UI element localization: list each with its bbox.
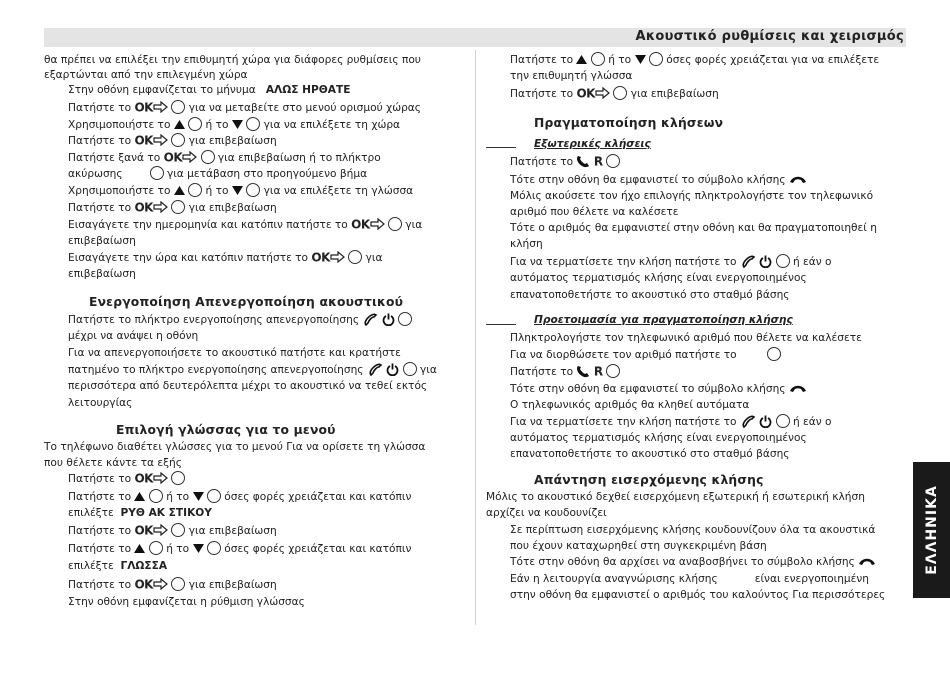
- circle-button-icon: [388, 217, 402, 231]
- circle-button-icon: [246, 117, 260, 131]
- text-line: που θέλετε κάντε τα εξής: [44, 457, 182, 469]
- text-line: Στην οθόνη εμφανίζεται το μήνυμα ΑΛΩΣ ΗΡΘΑΤΕ: [68, 84, 351, 96]
- circle-button-icon: [188, 183, 202, 197]
- text-line: Σε περίπτωση εισερχόμενης κλήσης κουδουνίζουν όλα τα ακουστικά: [510, 524, 876, 536]
- ok-arrow-icon: [153, 524, 168, 536]
- circle-button-icon: [201, 150, 215, 164]
- ok-key-label: OK: [134, 577, 153, 592]
- text-line: μέχρι να ανάψει η οθόνη: [68, 330, 199, 342]
- instruction-line: Πατήστε το OK: [68, 472, 185, 486]
- circle-button-icon: [207, 489, 221, 503]
- instruction-line: Τότε στην οθόνη θα αρχίσει να αναβοσβήνει το σύμβολο κλήσης: [510, 556, 876, 569]
- down-triangle-icon: [635, 55, 646, 64]
- section-heading: Επιλογή γλώσσας για το μενού: [116, 423, 336, 437]
- circle-button-icon: [649, 52, 663, 66]
- text-line: που έχουν καταχωρηθεί στη συγκεκριμένη βάση: [510, 540, 767, 552]
- language-tab-label: ΕΛΛΗΝΙΚΑ: [923, 485, 940, 575]
- down-triangle-icon: [193, 544, 204, 553]
- circle-button-icon: [171, 577, 185, 591]
- text-line: κλήση: [510, 238, 543, 250]
- phone-handset-icon: [789, 174, 807, 184]
- up-triangle-icon: [174, 120, 185, 129]
- ok-arrow-icon: [330, 251, 345, 263]
- phone-handset-icon: [362, 313, 378, 326]
- circle-button-icon: [403, 362, 417, 376]
- ok-arrow-icon: [595, 87, 610, 99]
- circle-button-icon: [171, 200, 185, 214]
- circle-button-icon: [171, 471, 185, 485]
- menu-option: ΡΥΘ ΑΚ ΣΤΙΚΟΥ: [120, 507, 212, 519]
- down-triangle-icon: [232, 120, 243, 129]
- power-icon: [759, 415, 772, 428]
- phone-handset-icon: [740, 415, 756, 428]
- text-line: στην οθόνη θα εμφανιστεί ο αριθμός του καλούντος Για περισσότερες: [510, 589, 886, 601]
- phone-handset-icon: [858, 556, 876, 566]
- phone-handset-icon: [740, 255, 756, 268]
- section-heading: Απάντηση εισερχόμενης κλήσης: [534, 473, 764, 487]
- instruction-line: Για να τερματίσετε την κλήση πατήστε το ή εάν ο: [510, 416, 832, 428]
- instruction-line: Πατήστε το OK για επιβεβαίωση: [68, 523, 277, 538]
- circle-button-icon: [188, 117, 202, 131]
- up-triangle-icon: [134, 492, 145, 501]
- text-line: την επιθυμητή γλώσσα: [510, 70, 633, 82]
- instruction-line: επιλέξτε ΓΛΩΣΣΑ: [68, 560, 168, 572]
- instruction-line: Για να τερματίσετε την κλήση πατήστε το ή εάν ο: [510, 256, 832, 268]
- up-triangle-icon: [576, 55, 587, 64]
- welcome-message: ΑΛΩΣ ΗΡΘΑΤΕ: [265, 84, 351, 96]
- text-line: επανατοποθετήστε το ακουστικό στο σταθμό βάσης: [510, 448, 790, 460]
- text-line: Μόλις ακούσετε τον ήχο επιλογής πληκτρολογήστε τον τηλεφωνικό: [510, 190, 874, 202]
- r-key-label: R: [593, 364, 603, 379]
- instruction-line: Πατήστε το R: [510, 155, 620, 169]
- down-triangle-icon: [232, 186, 243, 195]
- circle-button-icon: [606, 154, 620, 168]
- instruction-line: Για να διορθώσετε τον αριθμό πατήστε το: [510, 348, 781, 362]
- circle-button-icon: [776, 254, 790, 268]
- instruction-line: Εισαγάγετε την ημερομηνία και κατόπιν πατήστε το OK για: [68, 217, 423, 232]
- text-line: αρχίζει να κουδουνίζει: [486, 507, 607, 519]
- column-divider: [475, 50, 476, 625]
- text-line: λειτουργίας: [68, 397, 133, 409]
- down-triangle-icon: [193, 492, 204, 501]
- text-line: Τότε ο αριθμός θα εμφανιστεί στην οθόνη και θα πραγματοποιηθεί η: [510, 222, 877, 234]
- instruction-line: Πατήστε το πλήκτρο ενεργοποίησης απενεργοποίησης: [68, 313, 412, 327]
- instruction-line: ακύρωσης για μετάβαση στο προηγούμενο βήμα: [68, 168, 368, 180]
- ok-key-label: OK: [351, 217, 370, 232]
- ok-key-label: OK: [134, 100, 153, 115]
- circle-button-icon: [767, 347, 781, 361]
- phone-handset-icon: [789, 383, 807, 393]
- instruction-line: Πατήστε το OK για επιβεβαίωση: [68, 200, 277, 215]
- circle-button-icon: [171, 133, 185, 147]
- circle-button-icon: [150, 166, 164, 180]
- instruction-line: επιλέξτε ΡΥΘ ΑΚ ΣΤΙΚΟΥ: [68, 507, 212, 519]
- ok-arrow-icon: [153, 101, 168, 113]
- circle-button-icon: [591, 52, 605, 66]
- instruction-line: Πατήστε το ή το όσες φορές χρειάζεται και κατόπιν: [68, 491, 412, 503]
- instruction-line: Πατήστε το OK για να μεταβείτε στο μενού ορισμού χώρας: [68, 100, 422, 115]
- text-line: Μόλις το ακουστικό δεχθεί εισερχόμενη εξωτερική ή εσωτερική κλήση: [486, 491, 865, 503]
- text-line: Για να απενεργοποιήσετε το ακουστικό πατήστε και κρατήστε: [68, 347, 401, 359]
- ok-arrow-icon: [153, 578, 168, 590]
- instruction-line: Πατήστε το ή το όσες φορές χρειάζεται για να επιλέξετε: [510, 54, 880, 66]
- ok-key-label: OK: [134, 471, 153, 486]
- instruction-line: Πατήστε το R: [510, 365, 620, 379]
- circle-button-icon: [348, 250, 362, 264]
- instruction-line: πατημένο το πλήκτρο ενεργοποίησης απενεργοποίησης για: [68, 364, 437, 376]
- text-line: αριθμό που θέλετε να καλέσετε: [510, 206, 679, 218]
- subsection-heading: Προετοιμασία για πραγματοποίηση κλήσης: [534, 314, 793, 326]
- rule-line: [486, 147, 516, 148]
- ok-arrow-icon: [182, 151, 197, 163]
- instruction-line: Πατήστε το OK για επιβεβαίωση: [68, 133, 277, 148]
- page-title: Ακουστικό ρυθμίσεις και χειρισμός: [635, 29, 904, 44]
- text-line: αυτόματος τερματισμός κλήσης είναι ενεργοποιημένος: [510, 432, 807, 444]
- power-icon: [759, 255, 772, 268]
- language-tab: [913, 462, 950, 598]
- circle-button-icon: [613, 86, 627, 100]
- text-line: Πληκτρολογήστε τον τηλεφωνικό αριθμό που θέλετε να καλέσετε: [510, 332, 862, 344]
- rule-line: [486, 324, 516, 325]
- ok-arrow-icon: [153, 201, 168, 213]
- text-line: Ο τηλεφωνικός αριθμός θα κληθεί αυτόματα: [510, 399, 750, 411]
- talk-icon: [576, 365, 590, 378]
- up-triangle-icon: [174, 186, 185, 195]
- subsection-heading: Εξωτερικές κλήσεις: [534, 138, 651, 150]
- circle-button-icon: [149, 489, 163, 503]
- text-line: Το τηλέφωνο διαθέτει γλώσσες για το μενού Για να ορίσετε τη γλώσσα: [44, 441, 426, 453]
- instruction-line: Πατήστε ξανά το OK για επιβεβαίωση ή το πλήκτρο: [68, 150, 381, 165]
- section-heading: Πραγματοποίηση κλήσεων: [534, 116, 724, 130]
- circle-button-icon: [149, 541, 163, 555]
- ok-arrow-icon: [370, 218, 385, 230]
- section-heading: Ενεργοποίηση Απενεργοποίηση ακουστικού: [89, 295, 404, 309]
- text-line: θα πρέπει να επιλέξει την επιθυμητή χώρα για διάφορες ρυθμίσεις που: [44, 54, 421, 66]
- circle-button-icon: [171, 523, 185, 537]
- ok-key-label: OK: [134, 200, 153, 215]
- instruction-line: Χρησιμοποιήστε το ή το για να επιλέξετε τη χώρα: [68, 119, 401, 131]
- ok-key-label: OK: [134, 523, 153, 538]
- ok-key-label: OK: [134, 133, 153, 148]
- text-line: επανατοποθετήστε το ακουστικό στο σταθμό βάσης: [510, 289, 790, 301]
- r-key-label: R: [593, 154, 603, 169]
- text-line: επιβεβαίωση: [68, 235, 136, 247]
- up-triangle-icon: [134, 544, 145, 553]
- instruction-line: Εισαγάγετε την ώρα και κατόπιν πατήστε το OK για: [68, 250, 383, 265]
- ok-key-label: OK: [163, 150, 183, 165]
- text-line: περισσότερα από δευτερόλεπτα μέχρι το ακουστικό να τεθεί εκτός: [68, 380, 428, 392]
- instruction-line: Πατήστε το OK για επιβεβαίωση: [510, 86, 719, 101]
- circle-button-icon: [246, 183, 260, 197]
- text-line: επιβεβαίωση: [68, 268, 136, 280]
- ok-arrow-icon: [153, 472, 168, 484]
- instruction-line: Χρησιμοποιήστε το ή το για να επιλέξετε τη γλώσσα: [68, 185, 414, 197]
- power-icon: [382, 313, 395, 326]
- menu-option: ΓΛΩΣΣΑ: [120, 560, 168, 572]
- power-icon: [386, 363, 399, 376]
- ok-arrow-icon: [153, 134, 168, 146]
- phone-handset-icon: [367, 363, 383, 376]
- text-line: αυτόματος τερματισμός κλήσης είναι ενεργοποιημένος: [510, 272, 807, 284]
- instruction-line: Εάν η λειτουργία αναγνώρισης κλήσης είναι ενεργοποιημένη: [510, 573, 869, 585]
- text-line: Στην οθόνη εμφανίζεται η ρύθμιση γλώσσας: [68, 596, 305, 608]
- ok-key-label: OK: [576, 86, 595, 101]
- instruction-line: Τότε στην οθόνη θα εμφανιστεί το σύμβολο κλήσης: [510, 174, 807, 187]
- circle-button-icon: [171, 100, 185, 114]
- instruction-line: Πατήστε το ή το όσες φορές χρειάζεται και κατόπιν: [68, 543, 412, 555]
- talk-icon: [576, 155, 590, 168]
- circle-button-icon: [606, 364, 620, 378]
- circle-button-icon: [207, 541, 221, 555]
- text-line: εξαρτώνται από την επιλεγμένη χώρα: [44, 69, 248, 81]
- instruction-line: Τότε στην οθόνη θα εμφανιστεί το σύμβολο κλήσης: [510, 383, 807, 396]
- ok-key-label: OK: [311, 250, 330, 265]
- circle-button-icon: [776, 414, 790, 428]
- instruction-line: Πατήστε το OK για επιβεβαίωση: [68, 577, 277, 592]
- circle-button-icon: [398, 312, 412, 326]
